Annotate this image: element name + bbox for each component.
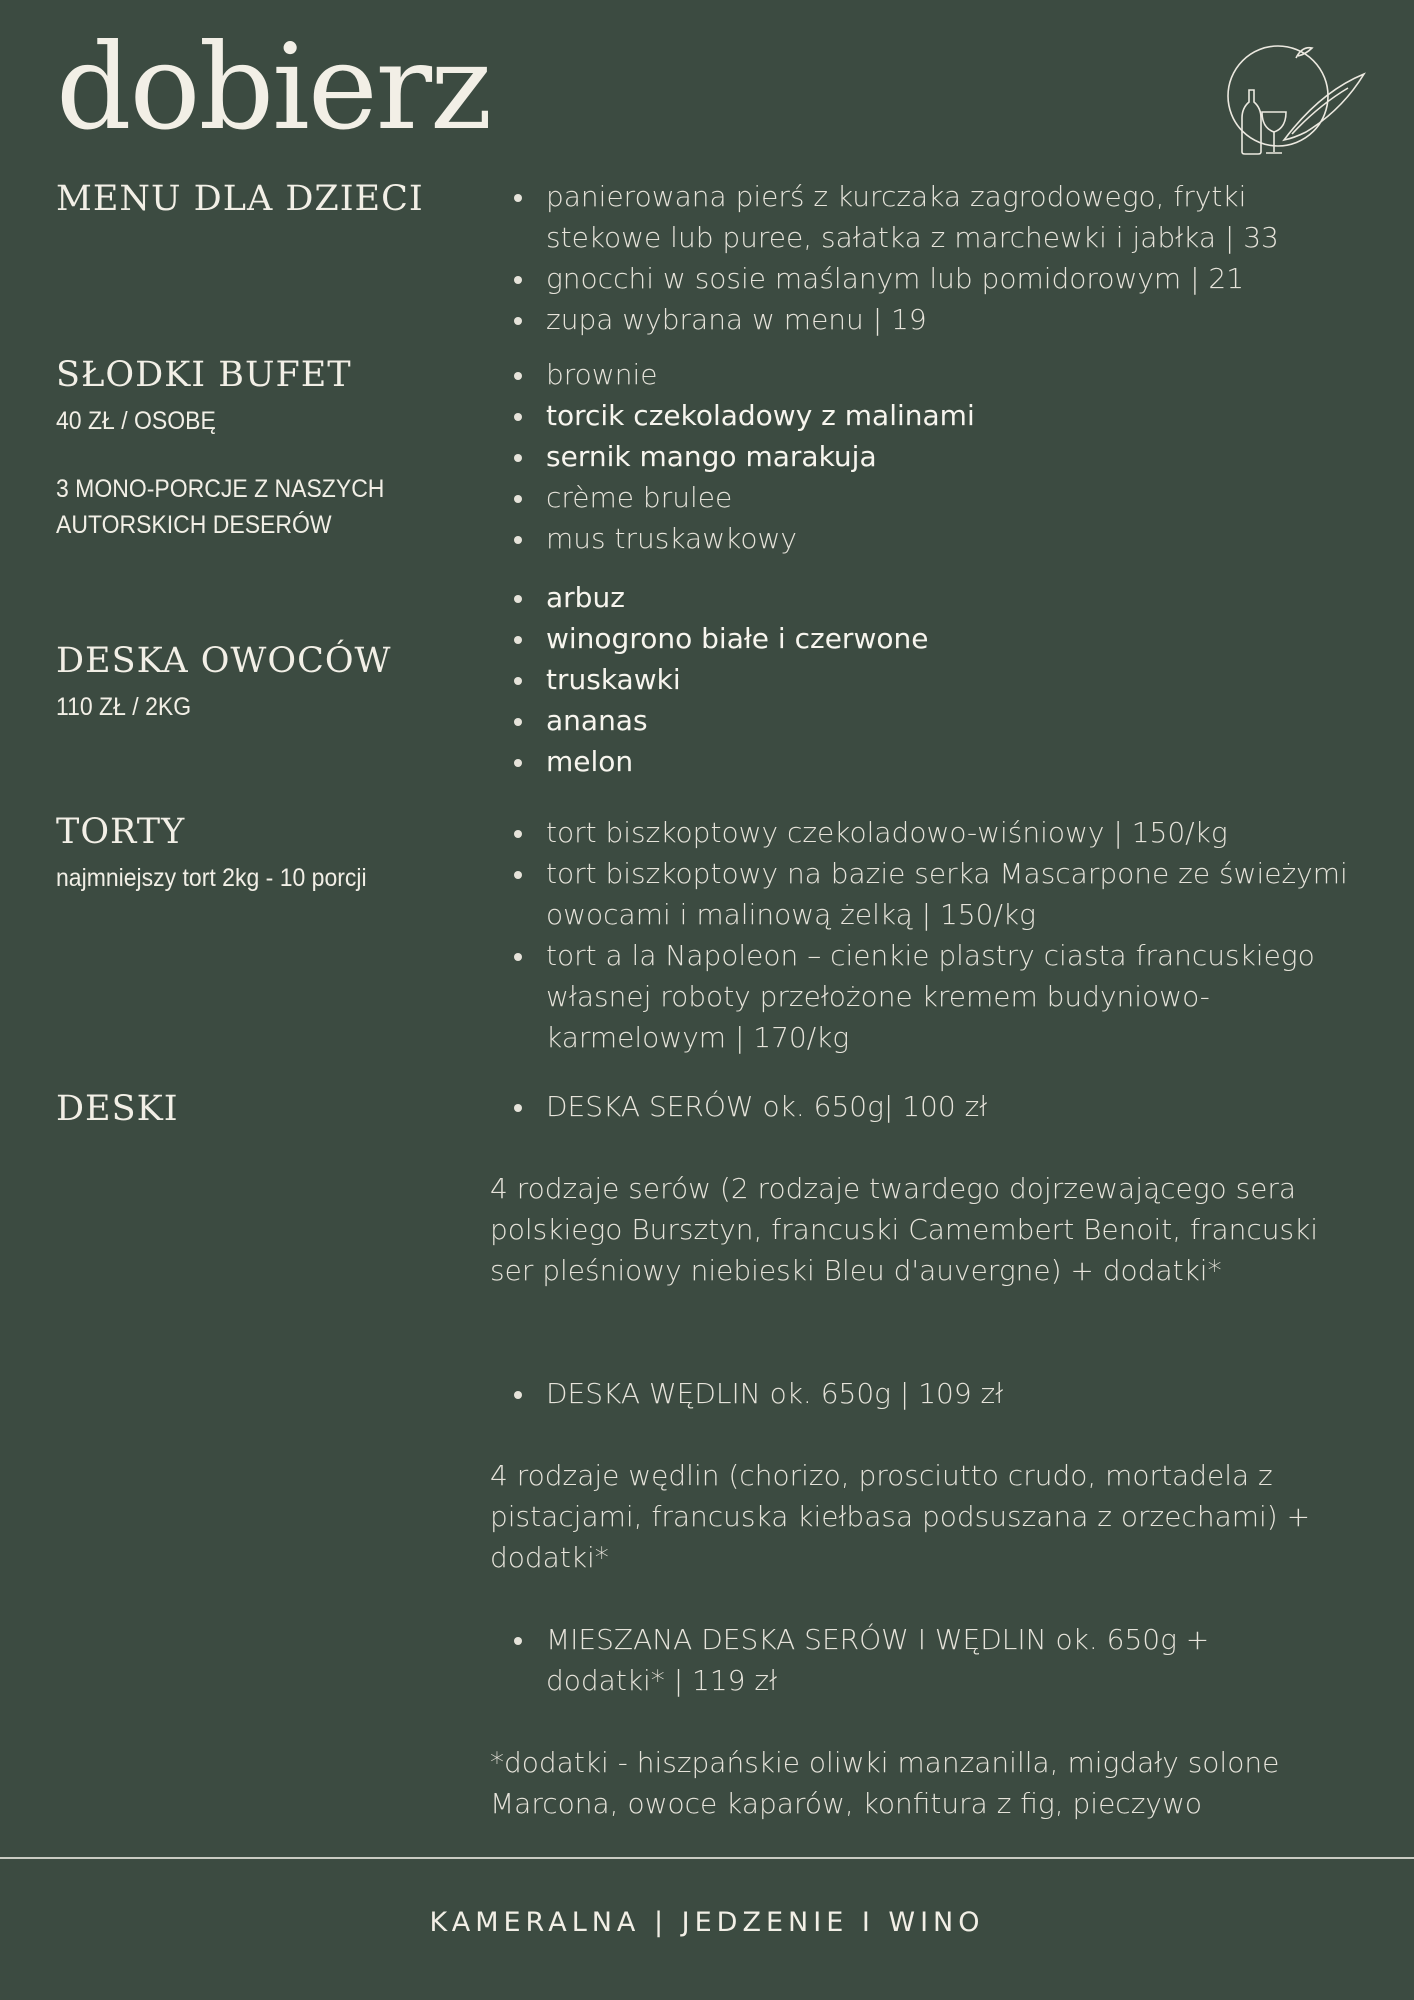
mixed-board-list: [510, 1619, 1270, 1701]
list-item: panierowana pierś z kurczaka zagrodowego, frytki stekowe lub puree, sałatka z marchewki i jabłka | 33: [510, 176, 1310, 258]
footer-tagline: KAMERALNA | JEDZENIE I WINO: [429, 1907, 985, 1938]
sweet-buffet-list: [510, 354, 1330, 559]
kids-menu-section: [56, 180, 424, 219]
kids-menu-list: [510, 176, 1310, 340]
list-item: winogrono białe i czerwone: [510, 618, 1330, 659]
cakes-title: TORTY: [56, 812, 186, 852]
list-item: mus truskawkowy: [510, 518, 1330, 559]
list-item: tort biszkoptowy na bazie serka Mascarpone ze świeżymi owocami i malinową żelką | 150/kg: [510, 853, 1370, 935]
fruit-board-title: DESKA OWOCÓW: [56, 641, 392, 681]
brand-wordmark: dobierz: [56, 18, 491, 156]
cakes-list: [510, 812, 1370, 1058]
board-footnote: *dodatki - hiszpańskie oliwki manzanilla, migdały solone Marcona, owoce kaparów, konfitura z fig, pieczywo: [490, 1746, 1280, 1820]
list-item: brownie: [510, 354, 1330, 395]
list-item: MIESZANA DESKA SERÓW I WĘDLIN ok. 650g + dodatki* | 119 zł: [510, 1619, 1270, 1701]
fruit-board-list: [510, 577, 1330, 782]
fruit-board-price: 110 ZŁ / 2KG: [56, 692, 192, 721]
cheese-board-description: 4 rodzaje serów (2 rodzaje twardego dojrzewającego sera polskiego Bursztyn, francuski Camembert Benoit, francuski ser pleśniowy niebieski Bleu d'auvergne) + dodatki*: [490, 1172, 1319, 1287]
list-item: gnocchi w sosie maślanym lub pomidorowym | 21: [510, 258, 1310, 299]
wine-bottle-glass-leaf-icon: [1222, 40, 1372, 158]
list-item: crème brulee: [510, 477, 1330, 518]
list-item: tort biszkoptowy czekoladowo-wiśniowy | 150/kg: [510, 812, 1370, 853]
kids-menu-title: MENU DLA DZIECI: [56, 179, 424, 219]
cakes-note: najmniejszy tort 2kg - 10 porcji: [56, 863, 367, 892]
list-item: DESKA SERÓW ok. 650g| 100 zł: [510, 1086, 1330, 1127]
meat-board-description: 4 rodzaje wędlin (chorizo, prosciutto crudo, mortadela z pistacjami, francuska kiełbasa podsuszana z orzechami) + dodatki*: [490, 1459, 1311, 1574]
list-item: melon: [510, 741, 1330, 782]
list-item: torcik czekoladowy z malinami: [510, 395, 1330, 436]
list-item: tort a la Napoleon – cienkie plastry ciasta francuskiego własnej roboty przełożone kremem budyniowo-karmelowym | 170/kg: [510, 935, 1370, 1058]
boards-section: [56, 1090, 179, 1129]
meat-board-list: [510, 1373, 1330, 1414]
list-item: sernik mango marakuja: [510, 436, 1330, 477]
sweet-buffet-description: 3 MONO-PORCJE Z NASZYCH AUTORSKICH DESERÓW: [56, 474, 385, 539]
sweet-buffet-title: SŁODKI BUFET: [56, 355, 352, 395]
cakes-section: [56, 813, 394, 896]
list-item: DESKA WĘDLIN ok. 650g | 109 zł: [510, 1373, 1330, 1414]
cheese-board-list: [510, 1086, 1330, 1127]
list-item: zupa wybrana w menu | 19: [510, 299, 1310, 340]
fruit-board-section: [56, 642, 392, 725]
footer-divider: [0, 1857, 1414, 1859]
list-item: arbuz: [510, 577, 1330, 618]
list-item: truskawki: [510, 659, 1330, 700]
sweet-buffet-section: [56, 356, 416, 543]
sweet-buffet-price: 40 ZŁ / OSOBĘ: [56, 406, 216, 435]
boards-title: DESKI: [56, 1089, 179, 1129]
list-item: ananas: [510, 700, 1330, 741]
